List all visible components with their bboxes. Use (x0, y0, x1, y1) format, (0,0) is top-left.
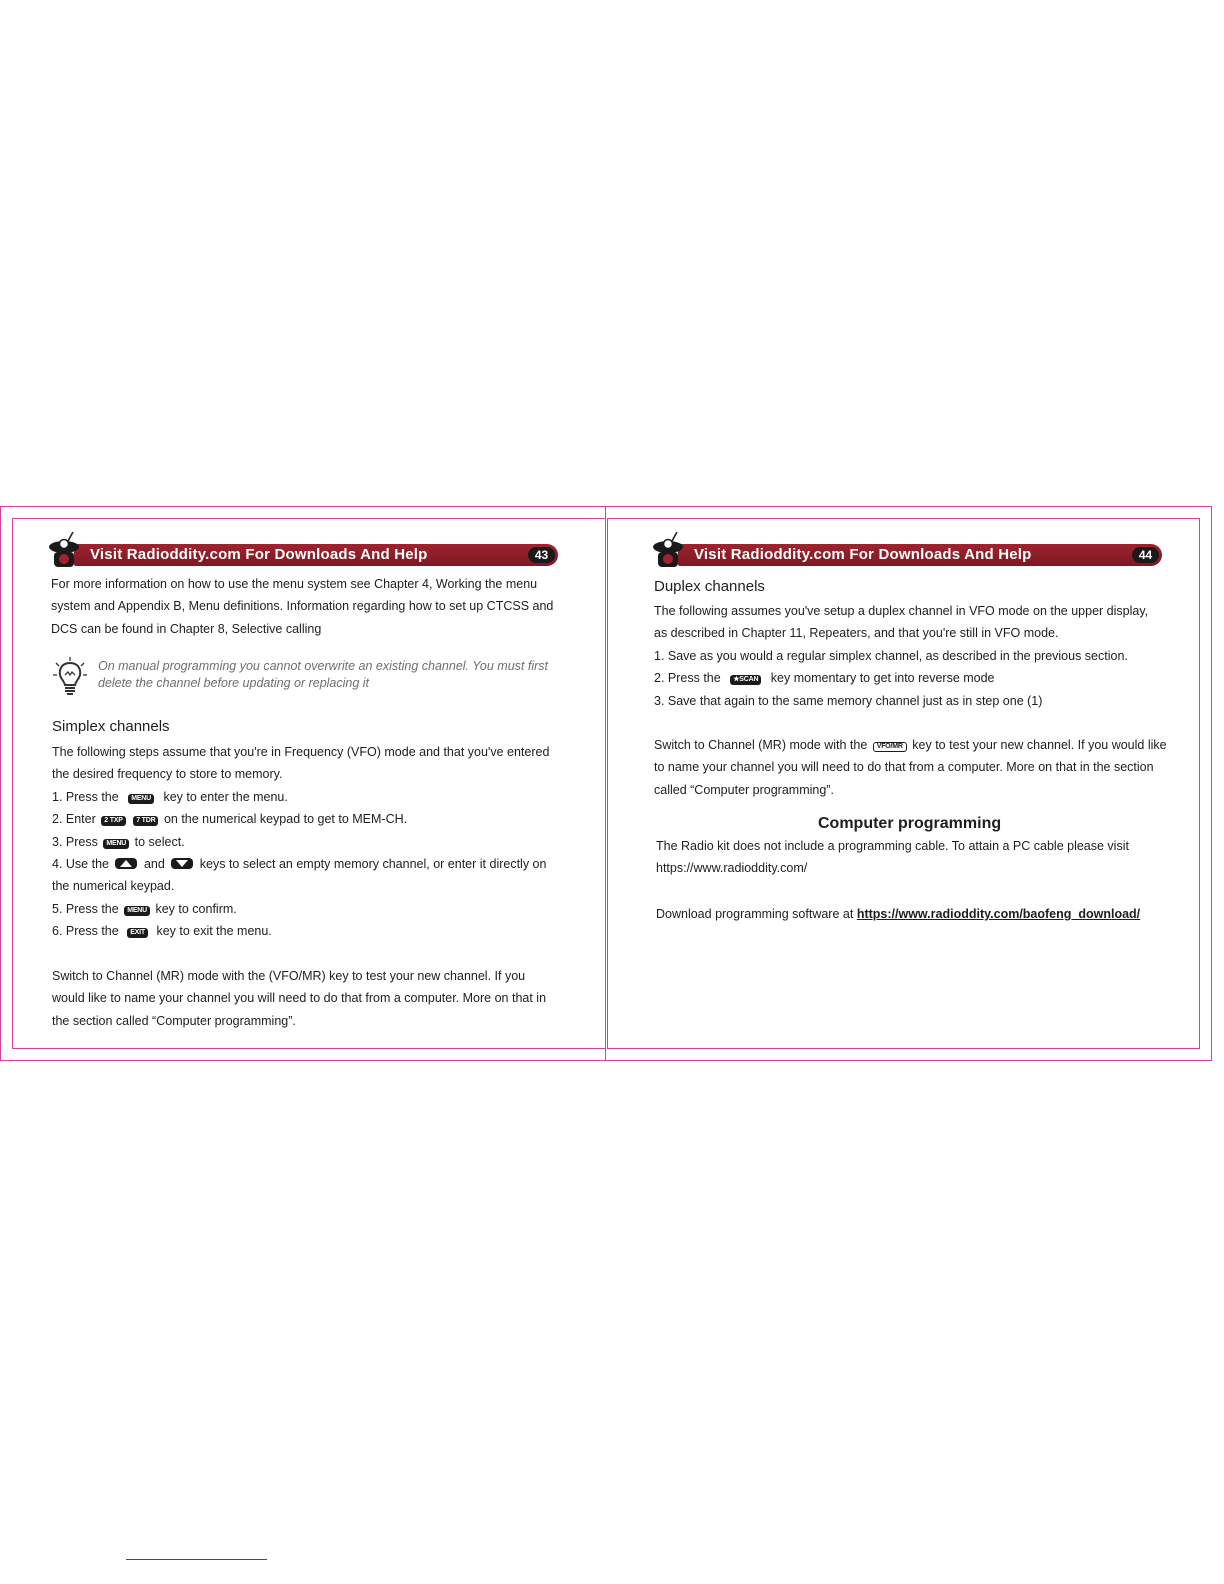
step-text: key to confirm. (155, 901, 237, 916)
section-heading-simplex: Simplex channels (52, 718, 170, 735)
text-line: called “Computer programming”. (654, 782, 834, 797)
step-3: 3. Save that again to the same memory channel just as in step one (1) (654, 693, 1043, 708)
text-line: For more information on how to use the menu system see Chapter 4, Working the menu (51, 577, 538, 591)
lightbulb-tip-icon (53, 656, 87, 698)
page-banner (652, 530, 1162, 570)
tip-note (98, 658, 548, 692)
key-2-icon (101, 816, 125, 826)
step-4 (52, 853, 549, 875)
step-text: Switch to Channel (MR) mode with the (654, 738, 868, 752)
step-text: 2. Press the (654, 671, 721, 686)
intro-paragraph (51, 573, 553, 640)
radio-mascot-icon (48, 532, 82, 570)
banner-bar (74, 544, 558, 566)
banner-text: Visit Radioddity.com For Downloads And Help (694, 546, 1032, 563)
outro-paragraph (52, 965, 546, 1032)
section-heading-computer-programming: Computer programming (818, 815, 1002, 832)
step-text: key momentary to get into reverse mode (770, 671, 995, 686)
radio-mascot-icon (652, 532, 686, 570)
text-line: The following assumes you've setup a duplex channel in VFO mode on the upper display, (654, 604, 1149, 618)
programming-paragraph (656, 835, 1129, 880)
step-2 (654, 667, 1148, 689)
step-2 (52, 808, 549, 830)
page-number: 43 (528, 547, 555, 563)
download-line (656, 903, 1140, 925)
page-44 (607, 518, 1200, 1049)
footer-rule (126, 1559, 267, 1560)
step-1: 1. Save as you would a regular simplex channel, as described in the previous section. (654, 648, 1128, 663)
page-banner (48, 530, 558, 570)
page-43 (12, 518, 606, 1049)
tip-line: On manual programming you cannot overwrite an existing channel. You must first (98, 659, 548, 673)
step-1 (52, 786, 549, 808)
text-line: the section called “Computer programming”. (52, 1013, 296, 1028)
tip-line: delete the channel before updating or replacing it (98, 676, 370, 690)
step-text: key to exit the menu. (156, 924, 272, 939)
step-text: key to test your new channel. If you would like (912, 738, 1167, 752)
key-7-icon (133, 816, 158, 826)
step-6 (52, 920, 549, 942)
menu-key-icon: MENU (128, 794, 154, 804)
banner-bar (678, 544, 1162, 566)
page-number: 44 (1132, 547, 1159, 563)
section-heading-duplex: Duplex channels (654, 578, 765, 595)
download-label: Download programming software at (656, 907, 854, 921)
key-digit: 2 (104, 817, 108, 825)
text-line: would like to name your channel you will need to do that from a computer. More on that in (52, 991, 547, 1006)
download-link[interactable]: https://www.radioddity.com/baofeng_download/ (856, 907, 1141, 921)
text-line: DCS can be found in Chapter 8, Selective calling (51, 621, 322, 636)
step-5 (52, 898, 549, 920)
step-text: keys to select an empty memory channel, or enter it directly on (199, 857, 547, 872)
step-text: 2. Enter (52, 812, 96, 827)
text-line: https://www.radioddity.com/ (656, 861, 808, 876)
exit-key-icon: EXIT (127, 928, 148, 938)
text-line: Switch to Channel (MR) mode with the (VFO/MR) key to test your new channel. If you (52, 969, 526, 983)
text-line: as described in Chapter 11, Repeaters, and that you're still in VFO mode. (654, 626, 1059, 641)
text-line: The following steps assume that you're in Frequency (VFO) mode and that you've entered (52, 745, 550, 759)
menu-key-icon: MENU (124, 906, 150, 916)
text-line (654, 734, 1167, 756)
step-text: 3. Press (52, 834, 98, 849)
scan-key-icon: ★SCAN (730, 675, 761, 685)
menu-key-icon: MENU (103, 839, 129, 849)
step-text: and (143, 857, 165, 872)
text-line: system and Appendix B, Menu definitions. Information regarding how to set up CTCSS and (51, 599, 554, 614)
duplex-steps (654, 600, 1148, 712)
banner-text: Visit Radioddity.com For Downloads And Help (90, 546, 428, 563)
step-text: key to enter the menu. (163, 789, 288, 804)
down-arrow-key-icon (171, 858, 193, 869)
text-line: The Radio kit does not include a programming cable. To attain a PC cable please visit (656, 839, 1129, 853)
key-sub: TDR (141, 817, 156, 825)
step-text: on the numerical keypad to get to MEM-CH. (163, 812, 408, 827)
switch-paragraph (654, 734, 1167, 801)
step-text: to select. (134, 834, 185, 849)
text-line: the numerical keypad. (52, 879, 175, 894)
text-line: the desired frequency to store to memory. (52, 767, 283, 782)
vfo-mr-key-icon: VFO/MR (873, 742, 907, 752)
key-digit: 7 (136, 817, 140, 825)
step-text: 6. Press the (52, 924, 119, 939)
step-text: 4. Use the (52, 857, 109, 872)
step-text: 1. Press the (52, 789, 119, 804)
step-text: 5. Press the (52, 901, 119, 916)
text-line: to name your channel you will need to do that from a computer. More on that in the section (654, 760, 1154, 775)
step-3 (52, 831, 549, 853)
up-arrow-key-icon (115, 858, 137, 869)
key-sub: TXP (109, 817, 123, 825)
simplex-steps (52, 741, 549, 943)
